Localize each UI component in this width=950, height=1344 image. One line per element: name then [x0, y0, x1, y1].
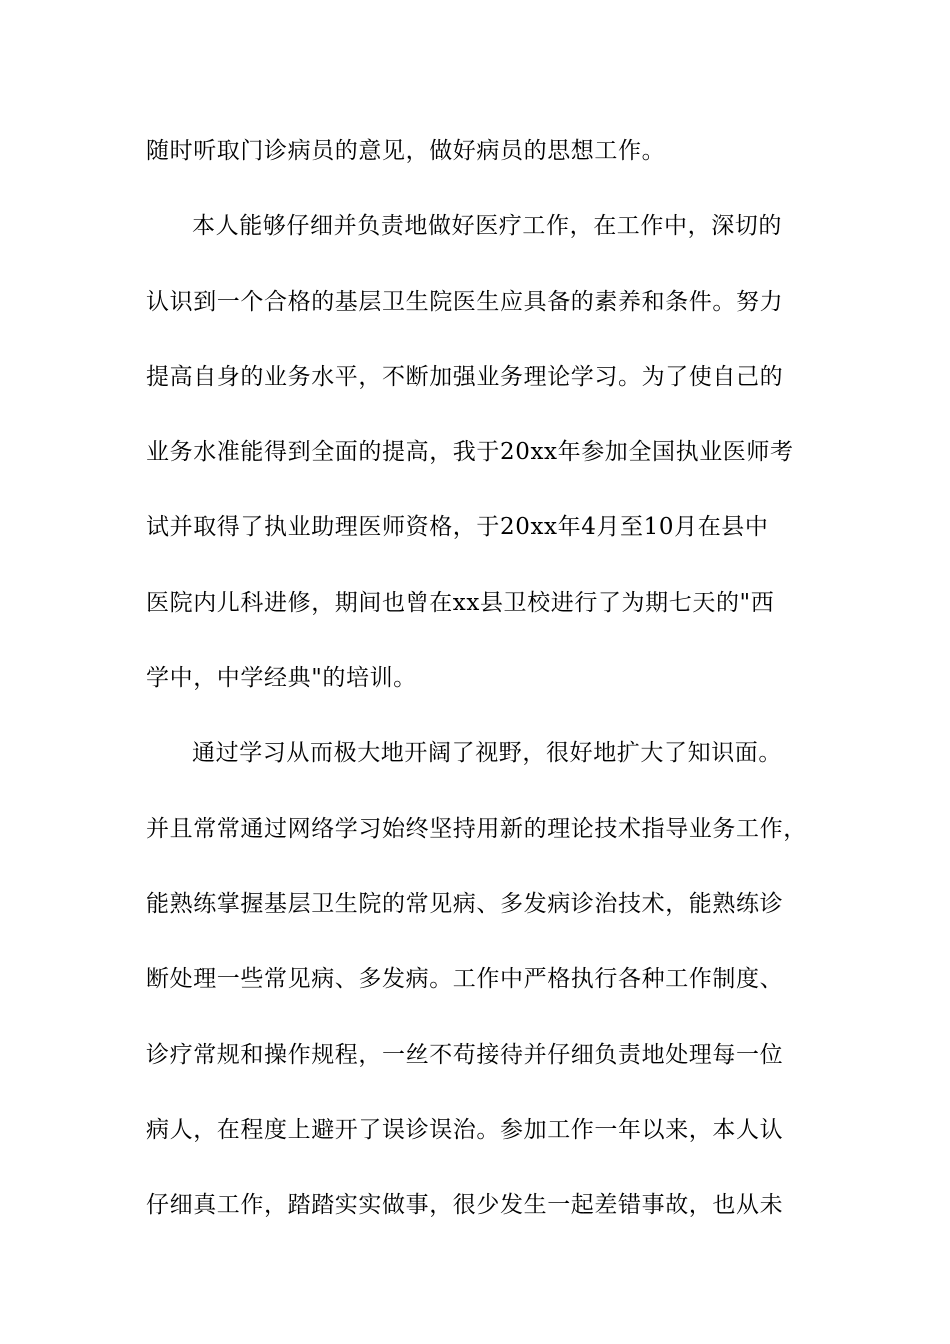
- text-line: 试并取得了执业助理医师资格，于20xx年4月至10月在县中: [146, 514, 769, 541]
- document-body: [146, 132, 826, 1261]
- text-line: 病人，在程度上避开了误诊误治。参加工作一年以来，本人认: [146, 1116, 784, 1143]
- text-line: 并且常常通过网络学习始终坚持用新的理论技术指导业务工作，: [146, 815, 807, 842]
- text-line: 诊疗常规和操作规程，一丝不苟接待并仔细负责地处理每一位: [146, 1041, 784, 1068]
- text-line: 仔细真工作，踏踏实实做事，很少发生一起差错事故，也从未: [146, 1192, 784, 1219]
- text-line: 随时听取门诊病员的意见，做好病员的思想工作。: [146, 138, 666, 164]
- paragraph-first-line: 通过学习从而极大地开阔了视野，很好地扩大了知识面。: [192, 740, 782, 767]
- text-line: 断处理一些常见病、多发病。工作中严格执行各种工作制度、: [146, 966, 784, 993]
- text-line: 业务水准能得到全面的提高，我于20xx年参加全国执业医师考: [146, 439, 794, 466]
- text-line: 提高自身的业务水平，不断加强业务理论学习。为了使自己的: [146, 363, 784, 390]
- text-line: 认识到一个合格的基层卫生院医生应具备的素养和条件。努力: [146, 288, 784, 315]
- text-line: 医院内儿科进修，期间也曾在xx县卫校进行了为期七天的"西: [146, 589, 775, 616]
- paragraph-first-line: 本人能够仔细并负责地做好医疗工作，在工作中，深切的: [192, 213, 782, 240]
- text-line: 学中，中学经典"的培训。: [146, 665, 417, 692]
- text-line: 能熟练掌握基层卫生院的常见病、多发病诊治技术，能熟练诊: [146, 890, 784, 917]
